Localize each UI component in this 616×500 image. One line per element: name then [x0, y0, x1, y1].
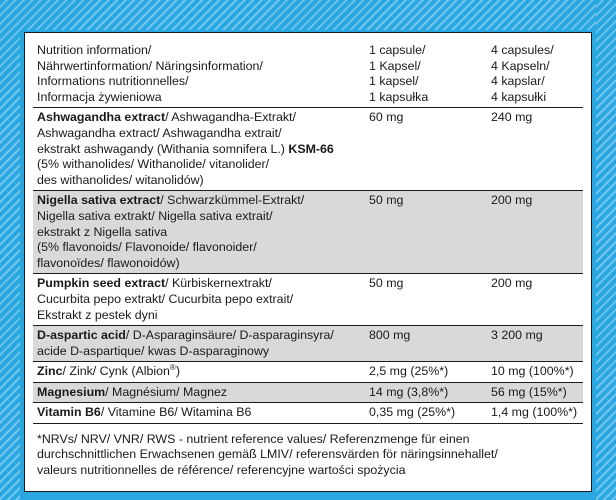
ingredient-name — [37, 276, 369, 323]
value-four-capsules: 10 mg (100%*) — [491, 364, 574, 379]
value-four-capsules: 240 mg — [491, 110, 533, 125]
table-row-magnesium — [33, 383, 583, 404]
ingredient-name-text: des withanolides/ witanolidów) — [37, 172, 204, 187]
footnote-line: *NRVs/ NRV/ VNR/ RWS - nutrient reference values/ Referenzmenge für einen — [37, 432, 470, 447]
value-one-capsule: 50 mg — [369, 193, 404, 208]
header-four-capsules-line: 4 Kapseln/ — [491, 58, 550, 73]
ingredient-name-text: Nigella sativa extrakt/ Nigella sativa extrait/ — [37, 208, 273, 223]
ingredient-name-text: Cucurbita pepo extrakt/ Cucurbita pepo extrait/ — [37, 291, 294, 306]
header-one-capsule-line: 1 kapsel/ — [369, 74, 419, 89]
header-one-capsule-line: 1 Kapsel/ — [369, 58, 421, 73]
value-one-capsule: 14 mg (3,8%*) — [369, 384, 449, 399]
header-four-capsules — [491, 43, 579, 105]
value-one-capsule: 800 mg — [369, 328, 411, 343]
ingredient-name-text: ) — [175, 364, 180, 379]
table-row-zinc — [33, 362, 583, 383]
ingredient-name-text: acide D-aspartique/ kwas D-asparaginowy — [37, 343, 270, 358]
ingredient-name-text: ekstrakt ashwagandy (Withania somnifera L.) — [37, 141, 289, 156]
ingredient-name-text: / Schwarzkümmel-Extrakt/ — [160, 193, 305, 208]
ingredient-name — [37, 385, 369, 401]
ingredient-name — [37, 364, 369, 380]
header-label — [37, 43, 369, 105]
ingredient-name-text: Ashwagandha extract/ Ashwagandha extrait/ — [37, 125, 282, 140]
value-one-capsule: 0,35 mg (25%*) — [369, 405, 456, 420]
ingredient-name — [37, 405, 369, 421]
decorative-stripe-right — [596, 0, 616, 500]
ingredient-name-text: (5% withanolides/ Withanolide/ vitanolider/ — [37, 157, 270, 172]
value-four-capsules: 1,4 mg (100%*) — [491, 405, 578, 420]
ingredient-brand: KSM-66 — [288, 141, 334, 156]
registered-mark: ® — [169, 363, 176, 373]
table-row-d-aspartic — [33, 326, 583, 362]
ingredient-name-bold: Nigella sativa extract — [37, 193, 161, 208]
table-row-vitamin-b6 — [33, 403, 583, 424]
ingredient-name-text: / Zink/ Cynk (Albion — [62, 364, 170, 379]
footnote-line: valeurs nutritionnelles de référence/ referencyjne wartości spożycia — [37, 462, 406, 477]
value-one-capsule: 60 mg — [369, 110, 404, 125]
value-four-capsules: 200 mg — [491, 193, 533, 208]
header-one-capsule — [369, 43, 491, 105]
footnote — [33, 424, 583, 478]
table-row-pumpkin — [33, 274, 583, 326]
header-label-line: Informacja żywieniowa — [37, 89, 162, 104]
header-one-capsule-line: 1 capsule/ — [369, 43, 426, 57]
ingredient-name-text: / Ashwagandha-Extrakt/ — [165, 110, 296, 125]
ingredient-name-text: Ekstrakt z pestek dyni — [37, 307, 158, 322]
ingredient-name-bold: Pumpkin seed extract — [37, 276, 166, 291]
ingredient-name — [37, 193, 369, 271]
value-four-capsules: 200 mg — [491, 276, 533, 291]
ingredient-name-bold: Magnesium — [37, 384, 106, 399]
header-label-line: Nährwertinformation/ Näringsinformation/ — [37, 58, 263, 73]
value-one-capsule: 2,5 mg (25%*) — [369, 364, 449, 379]
table-row-nigella — [33, 191, 583, 274]
ingredient-name-text: / Magnésium/ Magnez — [105, 384, 228, 399]
header-label-line: Nutrition information/ — [37, 43, 152, 57]
ingredient-name-text: / Kürbiskernextrakt/ — [165, 276, 272, 291]
value-one-capsule: 50 mg — [369, 276, 404, 291]
table-header-row — [33, 41, 583, 108]
header-four-capsules-line: 4 kapslar/ — [491, 74, 545, 89]
ingredient-name-bold: Ashwagandha extract — [37, 110, 166, 125]
ingredient-name-text: ekstrakt z Nigella sativa — [37, 224, 168, 239]
ingredient-name-text: / Vitamine B6/ Witamina B6 — [100, 405, 252, 420]
value-four-capsules: 56 mg (15%*) — [491, 384, 567, 399]
ingredient-name — [37, 110, 369, 188]
table-row-ashwagandha — [33, 108, 583, 191]
ingredient-name-bold: Vitamin B6 — [37, 405, 101, 420]
value-four-capsules: 3 200 mg — [491, 328, 543, 343]
header-one-capsule-line: 1 kapsułka — [369, 89, 429, 104]
nutrition-table — [24, 32, 592, 492]
footnote-line: durchschnittlichen Erwachsenen gemäß LMIV/ referensvärden för näringsinnehallet/ — [37, 447, 498, 462]
decorative-stripe-left — [0, 0, 20, 500]
ingredient-name — [37, 328, 369, 359]
ingredient-name-bold: Zinc — [37, 364, 63, 379]
header-label-line: Informations nutritionnelles/ — [37, 74, 189, 89]
ingredient-name-text: / D-Asparaginsäure/ D-asparaginsyra/ — [125, 328, 334, 343]
header-four-capsules-line: 4 capsules/ — [491, 43, 554, 57]
ingredient-name-text: flavonoïdes/ flawonoidów) — [37, 255, 180, 270]
ingredient-name-text: (5% flavonoids/ Flavonoide/ flavonoider/ — [37, 240, 257, 255]
header-four-capsules-line: 4 kapsułki — [491, 89, 547, 104]
ingredient-name-bold: D-aspartic acid — [37, 328, 126, 343]
decorative-stripe-top — [0, 0, 616, 30]
